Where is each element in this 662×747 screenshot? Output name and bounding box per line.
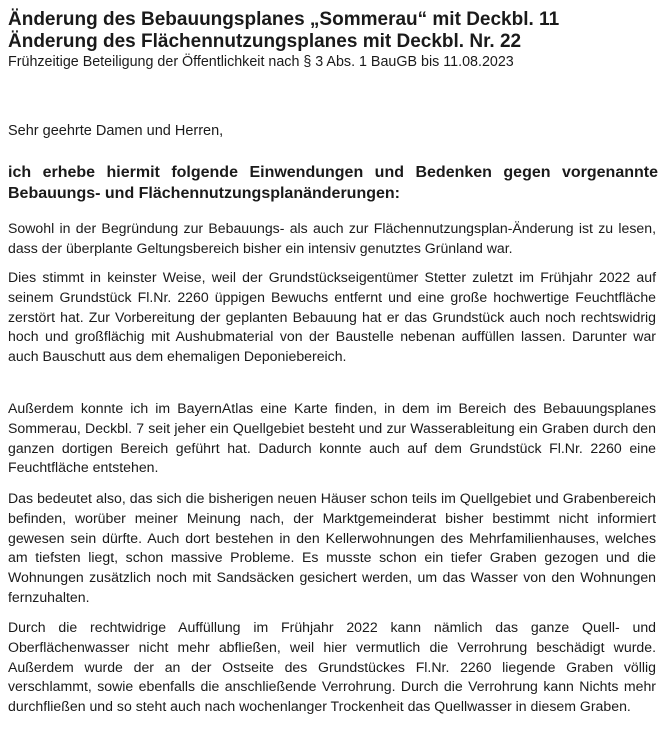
lead-statement: ich erhebe hiermit folgende Einwendungen und Bedenken gegen vorgenannte Bebauungs- und Flächennutzungsplanänderungen: bbox=[8, 164, 658, 202]
paragraph-auffuellung: Durch die rechtwidrige Auffüllung im Frühjahr 2022 kann nämlich das ganze Quell- und Oberflächenwasser nicht mehr abfließen, weil hier vermutlich die Verrohrung beschädigt wurde. Außerdem wurde der an der Ostseite des Grundstückes Fl.Nr. 2260 liegende Graben völlig verschlammt, sowie ebenfalls die anschließende Verrohrung. Durch die Verrohrung kann Nichts mehr durchfließen und so steht auch nach wochenlanger Trockenheit das Quellwasser in diesem Graben. bbox=[8, 619, 656, 715]
heading-bebauungsplan: Änderung des Bebauungsplanes „Sommerau“ mit Deckbl. 11 bbox=[8, 9, 560, 30]
salutation: Sehr geehrte Damen und Herren, bbox=[8, 123, 224, 139]
paragraph-grundstueck: Dies stimmt in keinster Weise, weil der Grundstückseigentümer Stetter zuletzt im Frühjahr 2022 auf seinem Grundstück Fl.Nr. 2260 üppigen Bewuchs entfernt und eine große hochwertige Feuchtfläche zerstört hat. Zur Vorbereitung der geplanten Bebauung hat er das Grundstück auch noch rechtswidrig hoch und großflächig mit Aushubmaterial von der Baustelle nebenan auffüllen lassen. Darunter war auch Bauschutt aus dem ehemaligen Deponiebereich. bbox=[8, 269, 656, 365]
paragraph-bayernatlas: Außerdem konnte ich im BayernAtlas eine Karte finden, in dem im Bereich des Bebauungsplanes Sommerau, Deckbl. 7 seit jeher ein Quellgebiet besteht und zur Wasserableitung ein Graben durch den ganzen dortigen Bereich geführt hat. Dadurch konnte auch auf dem Grundstück Fl.Nr. 2260 eine Feuchtfläche entstehen. bbox=[8, 400, 656, 476]
subtitle-beteiligung: Frühzeitige Beteiligung der Öffentlichkeit nach § 3 Abs. 1 BauGB bis 11.08.2023 bbox=[8, 54, 514, 70]
paragraph-quellgebiet: Das bedeutet also, das sich die bisherigen neuen Häuser schon teils im Quellgebiet und Grabenbereich befinden, worüber meiner Meinung nach, der Marktgemeinderat bisher bestimmt nicht informiert gewesen sein dürfte. Auch dort bestehen in den Kellerwohnungen des Mehrfamilienhauses, welches am tiefsten liegt, schon massive Probleme. Es musste schon ein tiefer Graben gezogen und die Wohnungen zusätzlich noch mit Sandsäcken gesichert werden, um das Wasser von den Wohnungen fernzuhalten. bbox=[8, 490, 656, 605]
heading-flaechennutzungsplan: Änderung des Flächennutzungsplanes mit Deckbl. Nr. 22 bbox=[8, 31, 522, 52]
paragraph-begruendung: Sowohl in der Begründung zur Bebauungs- als auch zur Flächennutzungsplan-Änderung ist zu lesen, dass der überplante Geltungsbereich bisher ein intensiv genutztes Grünland war. bbox=[8, 220, 656, 256]
